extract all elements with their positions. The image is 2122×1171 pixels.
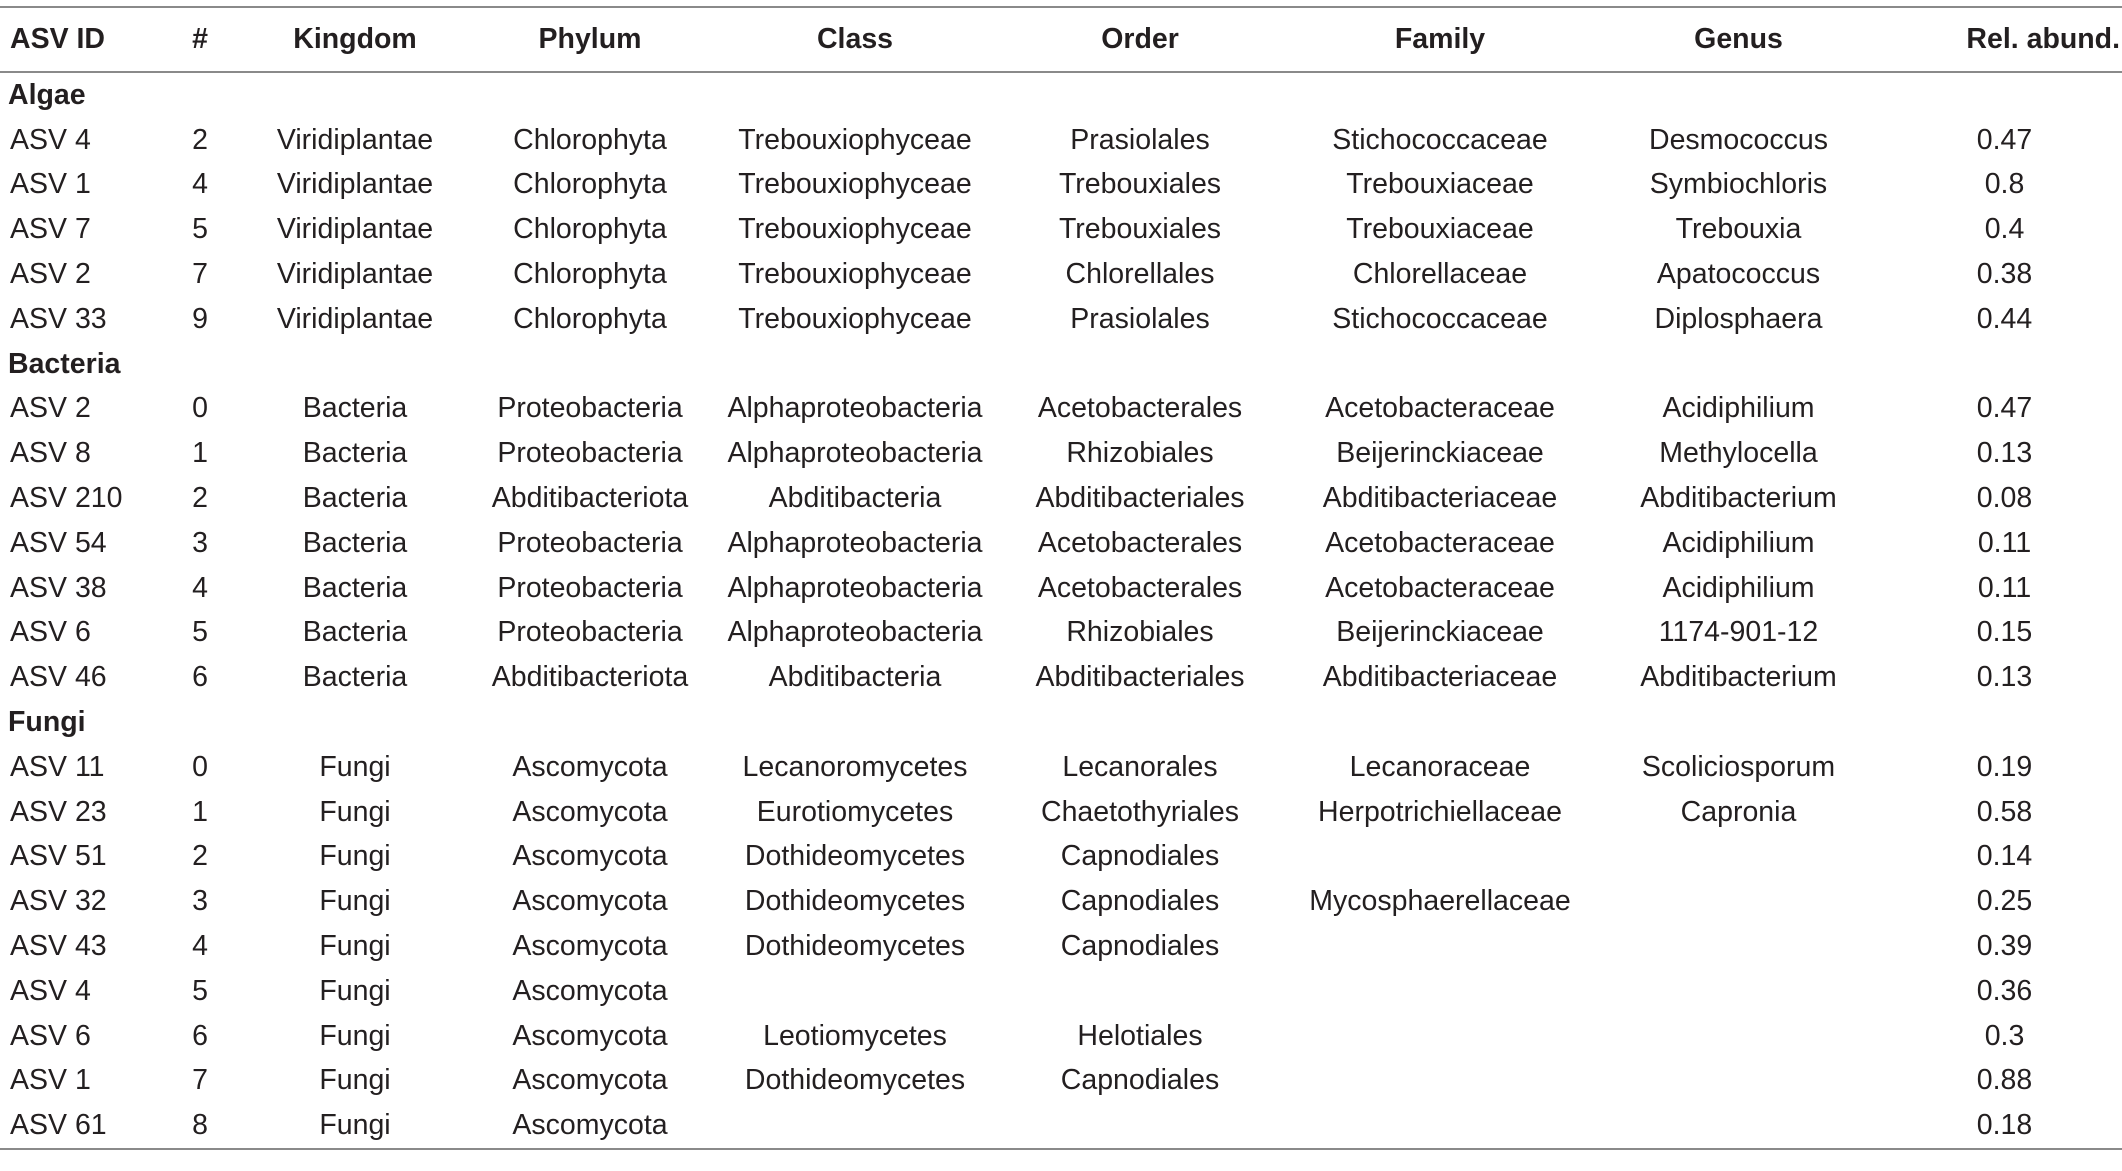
header-family: Family xyxy=(1290,7,1590,72)
class-cell: Alphaproteobacteria xyxy=(727,392,983,425)
phylum-cell: Ascomycota xyxy=(512,1019,668,1052)
table-row xyxy=(0,924,2122,969)
family-cell: Trebouxiaceae xyxy=(1346,213,1534,246)
phylum-cell: Ascomycota xyxy=(512,795,668,828)
table-row xyxy=(0,387,2122,432)
kingdom-cell: Bacteria xyxy=(302,437,408,470)
kingdom-cell: Fungi xyxy=(319,885,391,918)
header-class: Class xyxy=(720,7,990,72)
family-cell: Herpotrichiellaceae xyxy=(1318,795,1562,828)
table-row xyxy=(0,207,2122,252)
genus-cell xyxy=(1590,1059,1887,1104)
kingdom-cell: Bacteria xyxy=(302,482,408,515)
order-cell: Abditibacteriales xyxy=(1035,661,1245,694)
group-label: Fungi xyxy=(8,706,86,739)
kingdom-cell: Viridiplantae xyxy=(276,168,434,201)
number-cell: 2 xyxy=(192,123,208,156)
number-cell: 3 xyxy=(192,526,208,559)
rel-abund-cell: 0.8 xyxy=(1984,168,2025,201)
asv-id-cell: ASV 2 xyxy=(10,392,91,425)
class-cell: Dothideomycetes xyxy=(744,840,966,873)
phylum-cell: Chlorophyta xyxy=(513,123,667,156)
number-cell: 2 xyxy=(192,840,208,873)
rel-abund-cell: 0.44 xyxy=(1976,302,2033,335)
phylum-cell: Ascomycota xyxy=(512,885,668,918)
family-cell: Acetobacteraceae xyxy=(1325,526,1555,559)
class-cell xyxy=(720,969,990,1014)
rel-abund-cell: 0.11 xyxy=(1977,571,2032,604)
class-cell: Abditibacteria xyxy=(768,482,942,515)
header-asv-id: ASV ID xyxy=(0,7,150,72)
rel-abund-cell: 0.88 xyxy=(1976,1064,2033,1097)
number-cell: 1 xyxy=(192,437,208,470)
family-cell xyxy=(1290,1014,1590,1059)
class-cell: Dothideomycetes xyxy=(744,885,966,918)
asv-id-cell: ASV 2 xyxy=(10,258,91,291)
number-cell: 4 xyxy=(192,930,208,963)
number-cell: 5 xyxy=(192,213,208,246)
header-number: # xyxy=(150,7,250,72)
group-header-row xyxy=(0,700,2122,745)
asv-id-cell: ASV 4 xyxy=(10,974,91,1007)
genus-cell: Scoliciosporum xyxy=(1641,750,1836,783)
genus-cell: Diplosphaera xyxy=(1654,302,1823,335)
asv-id-cell: ASV 4 xyxy=(10,123,91,156)
header-order: Order xyxy=(990,7,1290,72)
genus-cell: Acidiphilium xyxy=(1662,571,1815,604)
rel-abund-cell: 0.36 xyxy=(1976,974,2033,1007)
genus-cell xyxy=(1590,1103,1887,1149)
number-cell: 0 xyxy=(192,392,208,425)
table-row xyxy=(0,745,2122,790)
genus-cell xyxy=(1590,879,1887,924)
order-cell: Rhizobiales xyxy=(1066,616,1214,649)
table-row xyxy=(0,566,2122,611)
rel-abund-cell: 0.13 xyxy=(1976,661,2033,694)
kingdom-cell: Bacteria xyxy=(302,661,408,694)
genus-cell: Acidiphilium xyxy=(1662,392,1815,425)
family-cell: Mycosphaerellaceae xyxy=(1309,885,1571,918)
phylum-cell: Ascomycota xyxy=(512,930,668,963)
genus-cell: Abditibacterium xyxy=(1640,661,1837,694)
class-cell: Alphaproteobacteria xyxy=(727,616,983,649)
order-cell xyxy=(990,1103,1290,1149)
phylum-cell: Proteobacteria xyxy=(497,392,683,425)
family-cell: Beijerinckiaceae xyxy=(1336,437,1544,470)
kingdom-cell: Fungi xyxy=(319,750,391,783)
asv-id-cell: ASV 7 xyxy=(10,213,91,246)
asv-id-cell: ASV 43 xyxy=(10,930,107,963)
kingdom-cell: Fungi xyxy=(250,1103,460,1149)
rel-abund-cell: 0.3 xyxy=(1984,1019,2025,1052)
number-cell: 2 xyxy=(192,482,208,515)
group-header-row xyxy=(0,342,2122,387)
table-row xyxy=(0,118,2122,163)
rel-abund-cell: 0.47 xyxy=(1976,123,2033,156)
phylum-cell: Chlorophyta xyxy=(513,213,667,246)
number-cell: 5 xyxy=(192,616,208,649)
order-cell: Capnodiales xyxy=(1060,840,1220,873)
phylum-cell: Ascomycota xyxy=(512,1064,668,1097)
rel-abund-cell: 0.58 xyxy=(1976,795,2033,828)
number-cell: 8 xyxy=(150,1103,250,1149)
table-row xyxy=(0,431,2122,476)
class-cell: Trebouxiophyceae xyxy=(738,213,972,246)
table-row xyxy=(0,790,2122,835)
table-body xyxy=(0,72,2122,1149)
order-cell: Chaetothyriales xyxy=(1040,795,1240,828)
genus-cell: Symbiochloris xyxy=(1649,168,1828,201)
asv-id-cell: ASV 210 xyxy=(10,482,123,515)
number-cell: 6 xyxy=(192,661,208,694)
genus-cell: Methylocella xyxy=(1659,437,1818,470)
family-cell: Abditibacteriaceae xyxy=(1322,482,1558,515)
kingdom-cell: Viridiplantae xyxy=(276,258,434,291)
family-cell: Acetobacteraceae xyxy=(1325,571,1555,604)
number-cell: 4 xyxy=(192,571,208,604)
genus-cell: Acidiphilium xyxy=(1662,526,1815,559)
asv-id-cell: ASV 46 xyxy=(10,661,107,694)
rel-abund-cell: 0.13 xyxy=(1976,437,2033,470)
phylum-cell: Ascomycota xyxy=(512,750,668,783)
number-cell: 7 xyxy=(192,258,208,291)
kingdom-cell: Fungi xyxy=(319,1019,391,1052)
table-row xyxy=(0,611,2122,656)
table-row xyxy=(0,476,2122,521)
order-cell: Acetobacterales xyxy=(1037,392,1243,425)
family-cell: Acetobacteraceae xyxy=(1325,392,1555,425)
kingdom-cell: Fungi xyxy=(319,930,391,963)
kingdom-cell: Fungi xyxy=(319,1064,391,1097)
phylum-cell: Chlorophyta xyxy=(513,302,667,335)
order-cell: Acetobacterales xyxy=(1037,526,1243,559)
kingdom-cell: Fungi xyxy=(319,795,391,828)
asv-id-cell: ASV 6 xyxy=(10,616,91,649)
family-cell: Trebouxiaceae xyxy=(1346,168,1534,201)
rel-abund-cell: 0.14 xyxy=(1976,840,2033,873)
order-cell: Prasiolales xyxy=(1070,123,1210,156)
header-phylum: Phylum xyxy=(460,7,720,72)
order-cell: Prasiolales xyxy=(1070,302,1210,335)
genus-cell xyxy=(1590,835,1887,880)
class-cell: Alphaproteobacteria xyxy=(727,437,983,470)
kingdom-cell: Fungi xyxy=(319,840,391,873)
rel-abund-cell: 0.11 xyxy=(1977,526,2032,559)
genus-cell: Abditibacterium xyxy=(1640,482,1837,515)
order-cell: Helotiales xyxy=(1077,1019,1203,1052)
family-cell xyxy=(1290,835,1590,880)
class-cell: Leotiomycetes xyxy=(763,1019,947,1052)
rel-abund-cell: 0.47 xyxy=(1976,392,2033,425)
group-header-row xyxy=(0,72,2122,118)
genus-cell: Trebouxia xyxy=(1675,213,1802,246)
rel-abund-cell: 0.25 xyxy=(1976,885,2033,918)
class-cell: Alphaproteobacteria xyxy=(727,526,983,559)
family-cell xyxy=(1290,924,1590,969)
order-cell: Chlorellales xyxy=(1065,258,1215,291)
genus-cell xyxy=(1590,969,1887,1014)
family-cell xyxy=(1290,1059,1590,1104)
asv-id-cell: ASV 54 xyxy=(10,526,107,559)
table-row xyxy=(0,163,2122,208)
table-row xyxy=(0,835,2122,880)
kingdom-cell: Fungi xyxy=(319,974,391,1007)
class-cell: Dothideomycetes xyxy=(744,930,966,963)
kingdom-cell: Bacteria xyxy=(302,526,408,559)
genus-cell xyxy=(1590,1014,1887,1059)
asv-id-cell: ASV 11 xyxy=(10,750,105,783)
kingdom-cell: Viridiplantae xyxy=(276,123,434,156)
asv-id-cell: ASV 61 xyxy=(0,1103,150,1149)
number-cell: 4 xyxy=(192,168,208,201)
group-label: Algae xyxy=(8,78,86,111)
genus-cell: Capronia xyxy=(1680,795,1797,828)
family-cell xyxy=(1290,969,1590,1014)
asv-id-cell: ASV 6 xyxy=(10,1019,91,1052)
class-cell: Lecanoromycetes xyxy=(742,750,968,783)
phylum-cell: Proteobacteria xyxy=(497,526,683,559)
phylum-cell: Chlorophyta xyxy=(513,168,667,201)
kingdom-cell: Bacteria xyxy=(302,616,408,649)
asv-id-cell: ASV 51 xyxy=(10,840,107,873)
phylum-cell: Abditibacteriota xyxy=(491,661,689,694)
number-cell: 5 xyxy=(192,974,208,1007)
phylum-cell: Ascomycota xyxy=(512,840,668,873)
order-cell: Rhizobiales xyxy=(1066,437,1214,470)
asv-id-cell: ASV 33 xyxy=(10,302,107,335)
table-row xyxy=(0,521,2122,566)
rel-abund-cell: 0.08 xyxy=(1976,482,2033,515)
table-row xyxy=(0,1014,2122,1059)
order-cell: Capnodiales xyxy=(1060,930,1220,963)
family-cell: Lecanoraceae xyxy=(1349,750,1531,783)
order-cell: Trebouxiales xyxy=(1058,168,1222,201)
order-cell xyxy=(990,969,1290,1014)
genus-cell: Desmococcus xyxy=(1649,123,1828,156)
phylum-cell: Proteobacteria xyxy=(497,571,683,604)
number-cell: 0 xyxy=(192,750,208,783)
phylum-cell: Proteobacteria xyxy=(497,437,683,470)
rel-abund-cell: 0.18 xyxy=(1887,1103,2122,1149)
order-cell: Capnodiales xyxy=(1060,1064,1220,1097)
order-cell: Capnodiales xyxy=(1060,885,1220,918)
kingdom-cell: Viridiplantae xyxy=(276,213,434,246)
class-cell xyxy=(720,1103,990,1149)
table-row xyxy=(0,1103,2122,1149)
taxonomy-table xyxy=(0,6,2122,1150)
table-row xyxy=(0,655,2122,700)
table-row xyxy=(0,1059,2122,1104)
table-row xyxy=(0,297,2122,342)
header-genus: Genus xyxy=(1590,7,1887,72)
class-cell: Trebouxiophyceae xyxy=(738,258,972,291)
rel-abund-cell: 0.38 xyxy=(1976,258,2033,291)
genus-cell xyxy=(1590,924,1887,969)
rel-abund-cell: 0.4 xyxy=(1984,213,2025,246)
asv-id-cell: ASV 23 xyxy=(10,795,107,828)
class-cell: Dothideomycetes xyxy=(744,1064,966,1097)
class-cell: Trebouxiophyceae xyxy=(738,123,972,156)
family-cell: Stichococcaceae xyxy=(1332,302,1548,335)
asv-id-cell: ASV 32 xyxy=(10,885,107,918)
rel-abund-cell: 0.15 xyxy=(1976,616,2033,649)
order-cell: Abditibacteriales xyxy=(1035,482,1245,515)
header-row xyxy=(0,7,2122,72)
phylum-cell: Ascomycota xyxy=(512,974,668,1007)
header-kingdom: Kingdom xyxy=(250,7,460,72)
table-row xyxy=(0,879,2122,924)
class-cell: Trebouxiophyceae xyxy=(738,302,972,335)
class-cell: Alphaproteobacteria xyxy=(727,571,983,604)
asv-id-cell: ASV 8 xyxy=(10,437,91,470)
kingdom-cell: Bacteria xyxy=(302,392,408,425)
phylum-cell: Chlorophyta xyxy=(513,258,667,291)
number-cell: 1 xyxy=(192,795,208,828)
rel-abund-cell: 0.39 xyxy=(1976,930,2033,963)
asv-id-cell: ASV 1 xyxy=(10,168,91,201)
class-cell: Eurotiomycetes xyxy=(756,795,954,828)
class-cell: Abditibacteria xyxy=(768,661,942,694)
table-row xyxy=(0,252,2122,297)
group-label: Bacteria xyxy=(8,347,121,380)
order-cell: Acetobacterales xyxy=(1037,571,1243,604)
phylum-cell: Abditibacteriota xyxy=(491,482,689,515)
number-cell: 9 xyxy=(192,302,208,335)
order-cell: Lecanorales xyxy=(1062,750,1218,783)
number-cell: 7 xyxy=(192,1064,208,1097)
genus-cell: Apatococcus xyxy=(1656,258,1821,291)
table-row xyxy=(0,969,2122,1014)
number-cell: 3 xyxy=(192,885,208,918)
family-cell: Chlorellaceae xyxy=(1352,258,1528,291)
order-cell: Trebouxiales xyxy=(1058,213,1222,246)
class-cell: Trebouxiophyceae xyxy=(738,168,972,201)
asv-id-cell: ASV 38 xyxy=(10,571,107,604)
family-cell: Abditibacteriaceae xyxy=(1322,661,1558,694)
phylum-cell: Ascomycota xyxy=(460,1103,720,1149)
header-rel-abund: Rel. abund. xyxy=(1887,7,2122,72)
family-cell: Beijerinckiaceae xyxy=(1336,616,1544,649)
rel-abund-cell: 0.19 xyxy=(1976,750,2033,783)
kingdom-cell: Viridiplantae xyxy=(276,302,434,335)
genus-cell: 1174-901-12 xyxy=(1658,616,1819,649)
kingdom-cell: Bacteria xyxy=(302,571,408,604)
family-cell: Stichococcaceae xyxy=(1332,123,1548,156)
family-cell xyxy=(1290,1103,1590,1149)
phylum-cell: Proteobacteria xyxy=(497,616,683,649)
asv-id-cell: ASV 1 xyxy=(10,1064,91,1097)
number-cell: 6 xyxy=(192,1019,208,1052)
